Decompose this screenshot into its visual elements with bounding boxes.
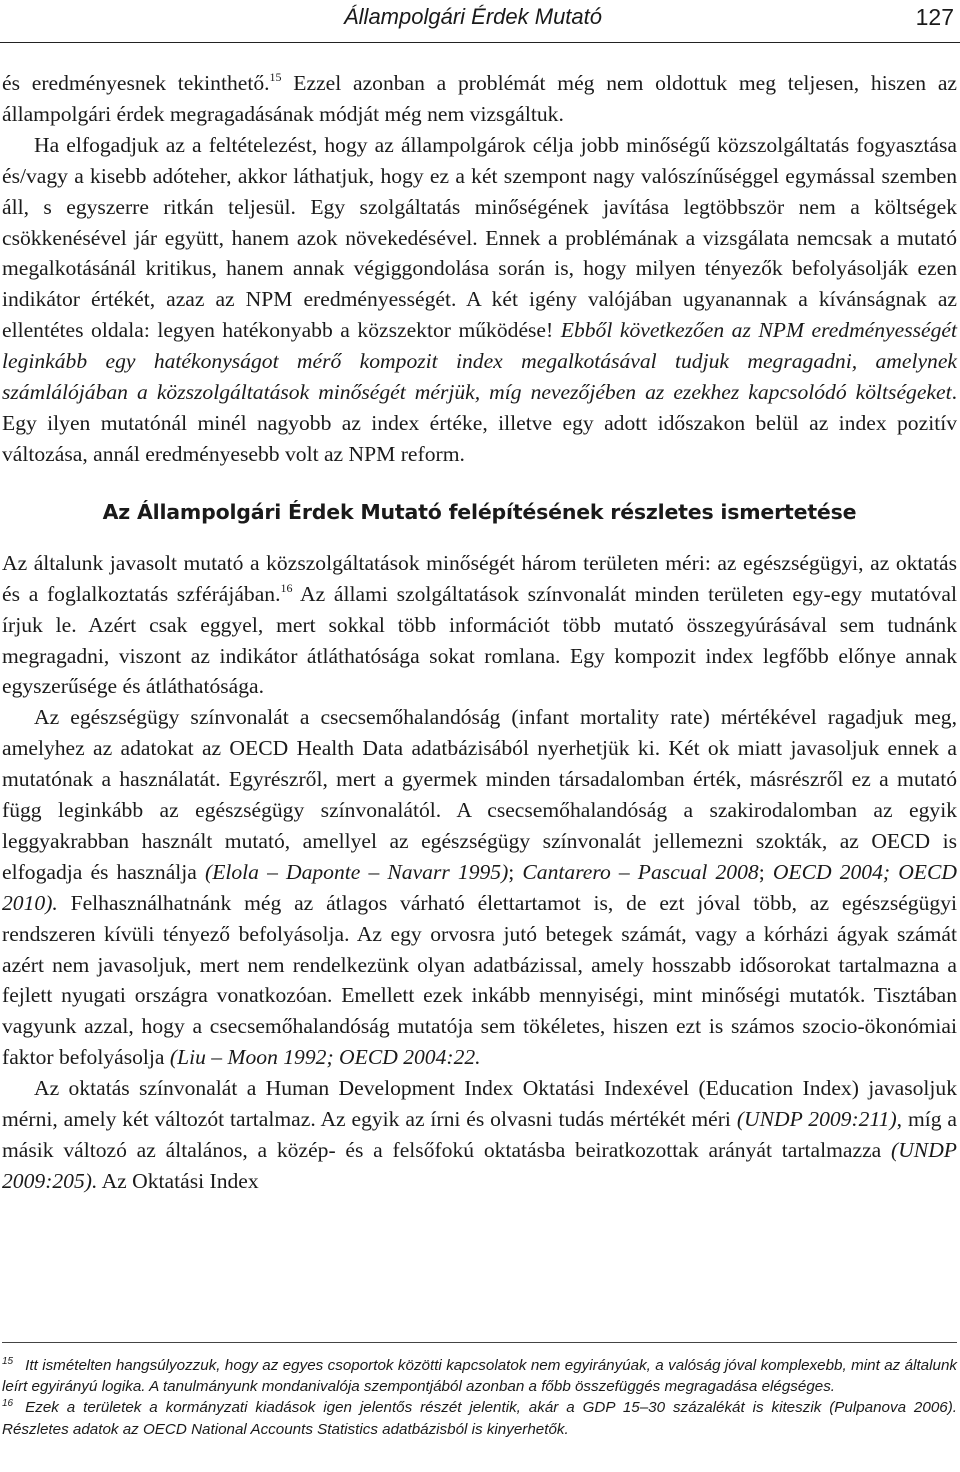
running-title: Állampolgári Érdek Mutató xyxy=(344,4,603,29)
text-run: , míg a másik változó az általános, a közép- és a felsőfokú oktatásba beiratkozottak arányát tartalmazza xyxy=(2,1107,958,1162)
body-text xyxy=(2,68,957,1197)
paragraph xyxy=(2,702,957,1073)
paragraph xyxy=(2,130,957,470)
page-number: 127 xyxy=(915,4,954,30)
citation: (Elola – Daponte – Navarr 1995) xyxy=(205,859,509,884)
running-header xyxy=(0,0,960,43)
citation: (Liu – Moon 1992; OECD 2004:22. xyxy=(169,1045,481,1070)
citation: (UNDP 2009:211) xyxy=(736,1107,897,1132)
footnotes xyxy=(2,1342,957,1440)
section-heading: Az Állampolgári Érdek Mutató felépítésének részletes ismertetése xyxy=(102,499,857,524)
emphasized-text: Ebből következően az NPM eredményességét leginkább egy hatékonyságot mérő kompozit index megalkotásával tudjuk megragadni, amelynek számlálójában a közszolgáltatások minőségét mérjük, míg nevezőjében az ezekhez kapcsolódó költségeket xyxy=(2,318,957,405)
footnote-16 xyxy=(2,1397,957,1439)
text-run: Az egészségügy színvonalát a csecsemőhalandóság (infant mortality rate) mértékével ragadjuk meg, amelyhez az adatokat az OECD Health Data adatbázisából nyerhetjük ki. Két ok miatt javasoljuk ennek a mutatónak a használatát. Egyrészről, mert a gyermek minden társadalomban érték, másrészről ez a mutató függ leginkább az egészségügy színvonalától. A csecsemőhalandóság a szakirodalomban az egyik leggyakrabban használt mutató, amellyel az egészségügy színvonalát jellemezni szokták, az OECD is elfogadja és használja xyxy=(2,705,957,884)
paragraph xyxy=(2,1073,957,1197)
text-run: Ezzel azonban a problémát még nem oldottuk meg teljesen, hiszen az állampolgári érdek megragadásának módját még nem vizsgáltuk. xyxy=(2,71,957,126)
footnote-number: 16 xyxy=(2,1398,14,1410)
text-run: Az oktatás színvonalát a Human Development Index Oktatási Indexével (Education Index) javasoljuk mérni, amely két változót tartalmaz. Az egyik az írni és olvasni tudás mértékét méri xyxy=(2,1076,957,1132)
citation: Cantarero – Pascual 2008 xyxy=(522,859,759,884)
text-run: Felhasználhatnánk még az átlagos várható élettartamot is, de ezt jóval több, az egészségügyi rendszeren kívüli tényező befolyásolja. Az egy orvosra jutó betegek számát, vagy a kórházi ágyak számát azért nem javasoljuk, mert nem rendelkezünk olyan adatbázissal, amely hosszabb idősorokat tartalmazna a fejlett nyugati országra vonatkozóan. Emellett ezek inkább mennyiségi, mint minőségi mutatók. Tisztában vagyunk azzal, hogy a csecsemőhalandóság mutatója sem tökéletes, hiszen ezt is számos szocio-ökonómiai faktor befolyásolja xyxy=(2,890,957,1070)
footnote-number: 15 xyxy=(2,1356,14,1367)
footnote-text: Ezek a területek a kormányzati kiadások igen jelentős részét jelentik, akár a GDP 15–30 százalékát is kiteszik (Pulpanova 2006). Részletes adatok az OECD National Accounts Statistics adatbázisból is kinyerhetők. xyxy=(2,1399,957,1438)
paragraph xyxy=(2,548,957,703)
text-run: ; xyxy=(508,859,523,884)
citation: (UNDP 2009:205). xyxy=(2,1138,957,1193)
footnote-text: Itt ismételten hangsúlyozzuk, hogy az egyes csoportok közötti kapcsolatok nem egyirányúak, a valóság jóval komplexebb, mint az általunk leírt egyirányú logika. A tanulmányunk mondanivalója szempontjából azonban a főbb összefüggés megragadása elégséges. xyxy=(2,1357,957,1396)
text-run: . Egy ilyen mutatónál minél nagyobb az index értéke, illetve egy adott időszakon belül az index pozitív változása, annál eredményesebb volt az NPM reform. xyxy=(2,380,957,466)
footnote-ref-16[interactable]: 16 xyxy=(280,580,293,595)
text-run: Ha elfogadjuk az a feltételezést, hogy az állampolgárok célja jobb minőségű közszolgáltatás fogyasztása és/vagy a kisebb adóteher, akkor láthatjuk, hogy ez a két szempont nagy valószínűséggel egymással szemben áll, s egyszerre ritkán teljesül. Egy szolgáltatás minőségének javítása legtöbbször nem a költségek csökkenésével jár együtt, hanem azok növekedésével. Ennek a problémának a vizsgálata nemcsak a mutató megalkotásánál kritikus, hanem annak végiggondolása során is, hogy milyen tényezők befolyásolják ezen indikátor értékét, azaz az NPM eredményességét. A két igény valójában ugyanannak a kívánságnak az ellentétes oldala: legyen hatékonyabb a közszektor működése! xyxy=(2,132,957,343)
text-run: Az Oktatási Index xyxy=(97,1168,259,1193)
footnote-15 xyxy=(2,1355,957,1397)
footnote-ref-15[interactable]: 15 xyxy=(269,70,282,84)
text-run: ; xyxy=(758,859,773,884)
paragraph-continued xyxy=(2,68,957,130)
citation: OECD 2004; OECD 2010). xyxy=(2,859,957,915)
text-run: Az állami szolgáltatások színvonalát minden területen egy-egy mutatóval írjuk le. Azért csak eggyel, mert sokkal több információt több mutató összegyúrásával sem tudnánk megragadni, viszont az indikátor átláthatósága sokat romlana. Egy kompozit index legfőbb előnye annak egyszerűsége és átláthatósága. xyxy=(2,581,957,699)
text-run: Az általunk javasolt mutató a közszolgáltatások minőségét három területen méri: az egészségügyi, az oktatás és a foglalkoztatás szférájában. xyxy=(2,550,957,606)
text-run: és eredményesnek tekinthető. xyxy=(2,71,270,95)
